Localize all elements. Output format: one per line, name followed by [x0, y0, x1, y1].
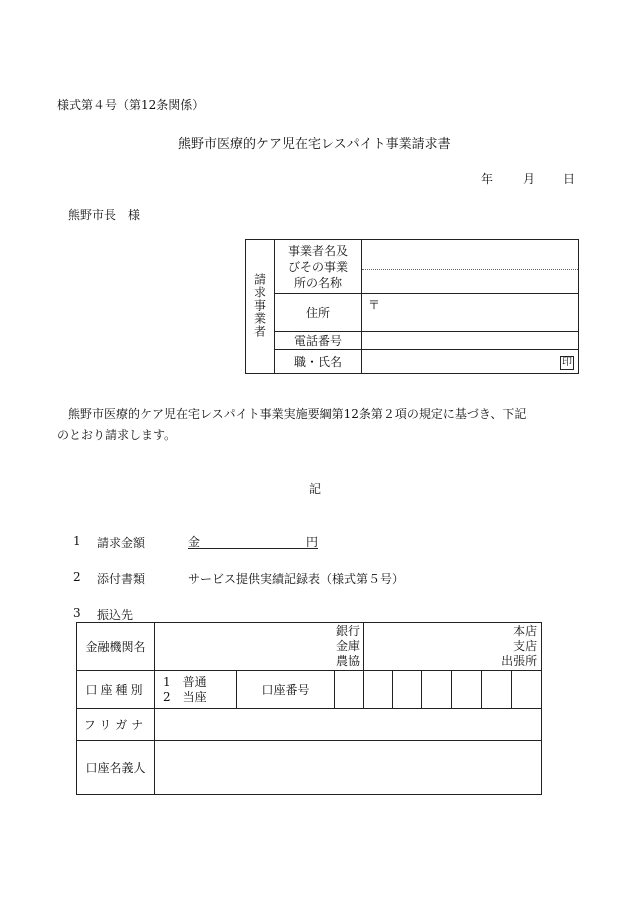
- institution-label: 金融機関名: [77, 623, 155, 671]
- item1-label: 請求金額: [97, 536, 146, 550]
- request-text-line1: 熊野市医療的ケア児在宅レスパイト事業実施要綱第12条第２項の規定に基づき、下記: [68, 407, 527, 421]
- phone-field[interactable]: [362, 332, 579, 350]
- account-digit-2[interactable]: [364, 671, 393, 709]
- claimant-side-cell: [246, 240, 275, 374]
- date-day: 日: [563, 172, 576, 186]
- holder-field[interactable]: [155, 741, 542, 795]
- business-name-label-cell: [275, 240, 362, 294]
- address-field[interactable]: [362, 294, 579, 332]
- branch-type-cell[interactable]: [364, 623, 542, 671]
- type-shinkin: 金庫: [336, 639, 361, 653]
- date-month: 月: [523, 172, 536, 186]
- bank-table: [76, 622, 542, 795]
- type-sub-office: 出張所: [501, 654, 538, 668]
- account-digit-1[interactable]: [335, 671, 364, 709]
- form-number: 様式第４号（第12条関係）: [57, 98, 205, 112]
- furigana-label: フリガナ: [77, 709, 155, 741]
- account-digit-4[interactable]: [422, 671, 452, 709]
- type-nokyo: 農協: [336, 654, 361, 668]
- claimant-table: [245, 239, 579, 374]
- account-type-options[interactable]: [155, 671, 237, 709]
- amount-field[interactable]: [188, 533, 318, 549]
- postal-mark: 〒: [368, 298, 381, 312]
- account-digit-5[interactable]: [452, 671, 482, 709]
- claimant-side-label: 請求事業者: [252, 272, 267, 338]
- item3-number: 3: [73, 606, 81, 620]
- furigana-field[interactable]: [155, 709, 542, 741]
- account-type-current: 2 当座: [163, 689, 207, 704]
- holder-label: 口座名義人: [77, 741, 155, 795]
- type-bank: 銀行: [336, 624, 361, 638]
- account-type-label: 口座種別: [77, 671, 155, 709]
- title-name-field[interactable]: [362, 350, 579, 374]
- type-head-office: 本店: [513, 624, 538, 638]
- ki-heading: 記: [309, 482, 322, 496]
- attachment-value: サービス提供実績記録表（様式第５号）: [188, 572, 405, 586]
- account-digit-6[interactable]: [482, 671, 512, 709]
- title-name-label: 職・氏名: [275, 350, 362, 374]
- item1-number: 1: [73, 534, 81, 548]
- item2-number: 2: [73, 570, 81, 584]
- date-year: 年: [481, 172, 494, 186]
- page-title: 熊野市医療的ケア児在宅レスパイト事業請求書: [178, 137, 451, 152]
- item3-label: 振込先: [97, 608, 134, 622]
- amount-kin: 金: [188, 535, 201, 549]
- type-branch: 支店: [513, 639, 538, 653]
- address-label: 住所: [275, 294, 362, 332]
- business-name-field[interactable]: [362, 240, 579, 294]
- business-name-label-1: 事業者名及: [287, 243, 348, 258]
- business-name-label-3: 所の名称: [293, 275, 342, 290]
- dotted-divider: [362, 269, 578, 270]
- account-digit-3[interactable]: [393, 671, 422, 709]
- request-text-line2: のとおり請求します。: [57, 428, 177, 442]
- phone-label: 電話番号: [275, 332, 362, 350]
- institution-type-cell[interactable]: [155, 623, 364, 671]
- account-digit-7[interactable]: [512, 671, 542, 709]
- seal-mark: 印: [562, 356, 572, 368]
- account-type-ordinary: 1 普通: [163, 674, 207, 689]
- account-number-label: 口座番号: [237, 671, 335, 709]
- business-name-label-2: びその事業: [287, 259, 348, 274]
- addressee: 熊野市長 様: [68, 208, 141, 222]
- amount-yen: 円: [305, 535, 318, 549]
- item2-label: 添付書類: [97, 572, 146, 586]
